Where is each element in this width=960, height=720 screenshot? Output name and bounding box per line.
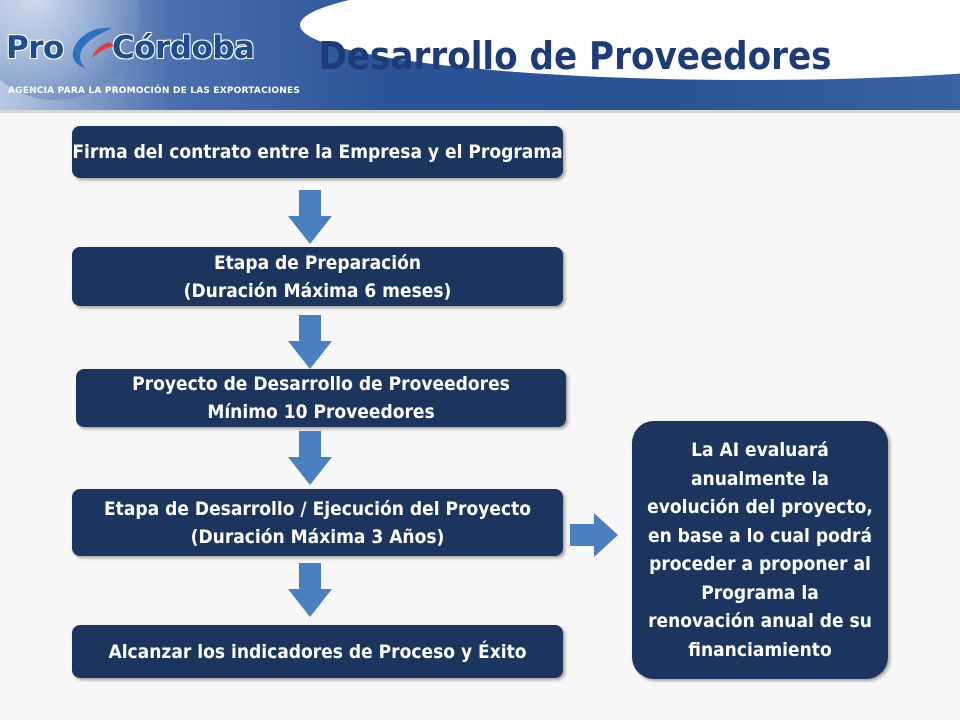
tagline: AGENCIA PARA LA PROMOCIÓN DE LAS EXPORTACIONES <box>8 86 301 96</box>
flow-step-execution <box>72 489 563 556</box>
logo <box>6 30 255 74</box>
side-note-line: La AI evaluará <box>691 439 829 461</box>
header-banner <box>0 0 960 112</box>
flow-step-line: Etapa de Preparación <box>213 251 422 274</box>
page-title: Desarrollo de Proveedores <box>318 34 832 78</box>
arrow-right-icon <box>570 513 618 557</box>
arrow-down-icon <box>288 315 332 369</box>
flow-step-line: Etapa de Desarrollo / Ejecución del Proyecto <box>104 497 531 520</box>
side-note-line: financiamiento <box>688 638 832 661</box>
header-divider <box>0 110 960 113</box>
flow-step-line: Proyecto de Desarrollo de Proveedores <box>132 373 510 395</box>
flow-step-line: (Duración Máxima 6 meses) <box>183 279 452 302</box>
arrow-down-icon <box>288 190 332 244</box>
side-note-line: Programa la <box>701 581 819 604</box>
flow-step-preparation <box>72 247 563 306</box>
flow-step-project <box>76 369 566 427</box>
flow-step-indicators <box>72 625 563 678</box>
logo-text-left: Pro <box>6 30 64 66</box>
swoosh-icon <box>66 24 118 70</box>
side-note <box>632 421 888 679</box>
side-note-line: renovación anual de su <box>648 610 872 632</box>
flow-step-line: Firma del contrato entre la Empresa y el Programa <box>72 141 563 163</box>
flow-step-line: Alcanzar los indicadores de Proceso y Éxito <box>108 640 527 663</box>
side-note-line: en base a lo cual podrá <box>647 524 873 547</box>
arrow-down-icon <box>288 431 332 485</box>
logo-text-right: Córdoba <box>112 30 255 66</box>
side-note-line: anualmente la <box>691 467 829 490</box>
flow-step-line: Mínimo 10 Proveedores <box>207 401 435 423</box>
flow-step-line: (Duración Máxima 3 Años) <box>190 525 445 548</box>
flow-step-contract <box>72 126 563 178</box>
arrow-down-icon <box>288 563 332 617</box>
side-note-line: proceder a proponer al <box>649 553 871 575</box>
side-note-line: evolución del proyecto, <box>647 496 873 518</box>
